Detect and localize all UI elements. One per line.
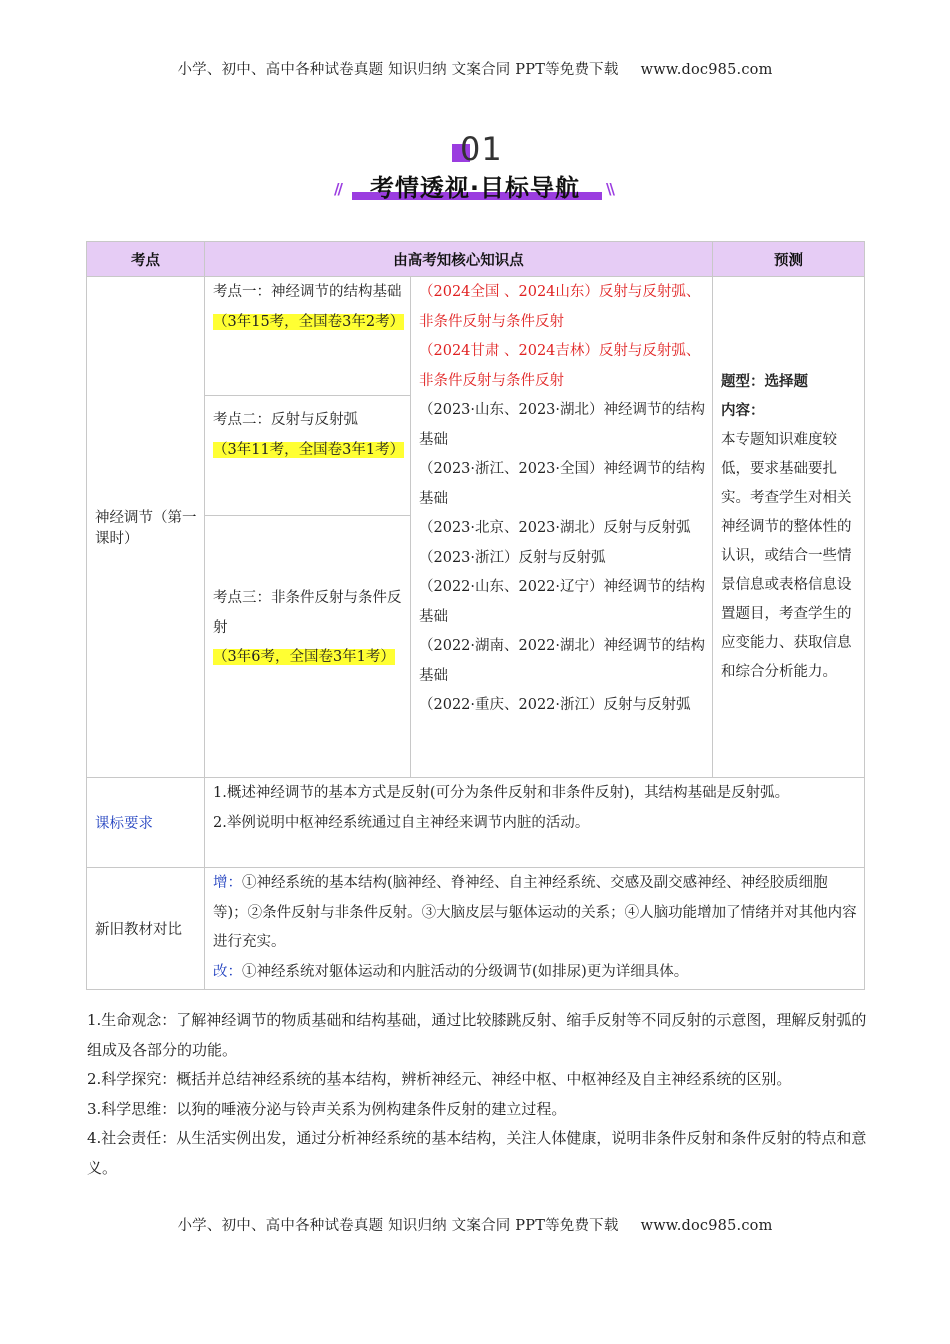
knowledge-item: （2023·浙江、2023·全国）神经调节的结构基础	[419, 461, 706, 507]
prediction-cell	[713, 277, 865, 778]
goal-item: 3.科学思维：以狗的唾液分泌与铃声关系为例构建条件反射的建立过程。	[87, 1099, 567, 1118]
compare-label: 新旧教材对比	[87, 868, 205, 990]
header-kaodian: 考点	[87, 242, 205, 277]
compare-add-label: 增：	[213, 875, 242, 891]
knowledge-item: （2022·山东、2022·辽宁）神经调节的结构基础	[419, 579, 706, 625]
knowledge-item: （2023·山东、2023·湖北）神经调节的结构基础	[419, 402, 706, 448]
exam-analysis-table	[86, 241, 865, 990]
left-slash-decoration: //	[334, 180, 341, 198]
knowledge-item: （2022·重庆、2022·浙江）反射与反射弧	[419, 697, 691, 713]
page-header	[0, 58, 950, 79]
section-title: 考情透视·目标导航	[369, 174, 581, 202]
table-row-topic	[87, 277, 865, 778]
right-slash-decoration: \\	[606, 180, 613, 198]
kaodian-list	[205, 277, 410, 776]
header-knowledge: 由高考知核心知识点	[205, 242, 713, 277]
header-url[interactable]: www.doc985.com	[640, 62, 773, 78]
compare-content	[205, 868, 865, 990]
knowledge-cell	[411, 277, 713, 778]
header-prediction: 预测	[713, 242, 865, 277]
page-footer	[0, 1214, 950, 1235]
goal-item: 2.科学探究：概括并总结神经系统的基本结构，辨析神经元、神经中枢、中枢神经及自主神经系统的区别。	[87, 1070, 792, 1088]
knowledge-item: （2023·北京、2023·湖北）反射与反射弧	[419, 520, 691, 536]
kebiao-item: 1.概述神经调节的基本方式是反射(可分为条件反射和非条件反射)，其结构基础是反射弧。	[213, 785, 790, 801]
kaodian-item	[205, 277, 410, 396]
compare-change-label: 改：	[213, 963, 242, 980]
goal-item: 1.生命观念：了解神经调节的物质基础和结构基础，通过比较膝跳反射、缩手反射等不同反射的示意图，理解反射弧的组成及各部分的功能。	[87, 1011, 867, 1059]
prediction-type: 题型：选择题	[721, 373, 808, 390]
kaodian-item	[205, 516, 410, 776]
prediction-content: 本专题知识难度较低，要求基础要扎实。考查学生对相关神经调节的整体性的认识，或结合一些情景信息或表格信息设置题目，考查学生的应变能力、获取信息和综合分析能力。	[721, 431, 852, 680]
kaodian-name: 考点一：神经调节的结构基础	[213, 284, 402, 300]
compare-add-text: ①神经系统的基本结构(脑神经、脊神经、自主神经系统、交感及副交感神经、神经胶质细胞等)；②条件反射与非条件反射。③大脑皮层与躯体运动的关系；④人脑功能增加了情绪并对其他内容进行充实。	[213, 875, 857, 950]
kaodian-name: 考点二：反射与反射弧	[213, 412, 358, 428]
kebiao-label: 课标要求	[87, 778, 205, 868]
prediction-content-label: 内容：	[721, 402, 765, 419]
compare-change	[213, 958, 858, 988]
goal-item: 4.社会责任：从生活实例出发，通过分析神经系统的基本结构，关注人体健康，说明非条件反射和条件反射的特点和意义。	[87, 1129, 867, 1177]
footer-url[interactable]: www.doc985.com	[640, 1218, 773, 1234]
compare-change-text: ①神经系统对躯体运动和内脏活动的分级调节(如排尿)更为详细具体。	[242, 963, 689, 980]
knowledge-item: （2022·湖南、2022·湖北）神经调节的结构基础	[419, 638, 706, 684]
table-row-compare	[87, 868, 865, 990]
kebiao-item: 2.举例说明中枢神经系统通过自主神经来调节内脏的活动。	[213, 814, 590, 831]
learning-goals	[87, 1006, 867, 1183]
footer-text: 小学、初中、高中各种试卷真题 知识归纳 文案合同 PPT等免费下载	[177, 1218, 619, 1234]
table-header-row	[87, 242, 865, 277]
knowledge-item-2024: （2024甘肃 、2024吉林）反射与反射弧、非条件反射与条件反射	[419, 343, 701, 389]
section-number: 01	[460, 130, 503, 168]
kaodian-cell	[205, 277, 411, 778]
section-heading	[0, 126, 950, 206]
kaodian-stat: （3年15考，全国卷3年2考）	[213, 313, 405, 330]
kaodian-name: 考点三：非条件反射与条件反射	[213, 590, 402, 636]
topic-cell: 神经调节（第一课时）	[87, 277, 205, 778]
table-row-kebiao	[87, 778, 865, 868]
header-text: 小学、初中、高中各种试卷真题 知识归纳 文案合同 PPT等免费下载	[177, 62, 619, 78]
compare-add	[213, 869, 858, 958]
kaodian-item	[205, 396, 410, 516]
knowledge-item-2024: （2024全国 、2024山东）反射与反射弧、非条件反射与条件反射	[419, 284, 701, 330]
kaodian-stat: （3年6考，全国卷3年1考）	[213, 649, 395, 665]
knowledge-item: （2023·浙江）反射与反射弧	[419, 549, 606, 566]
kebiao-content	[205, 778, 865, 868]
kaodian-stat: （3年11考，全国卷3年1考）	[213, 441, 405, 458]
